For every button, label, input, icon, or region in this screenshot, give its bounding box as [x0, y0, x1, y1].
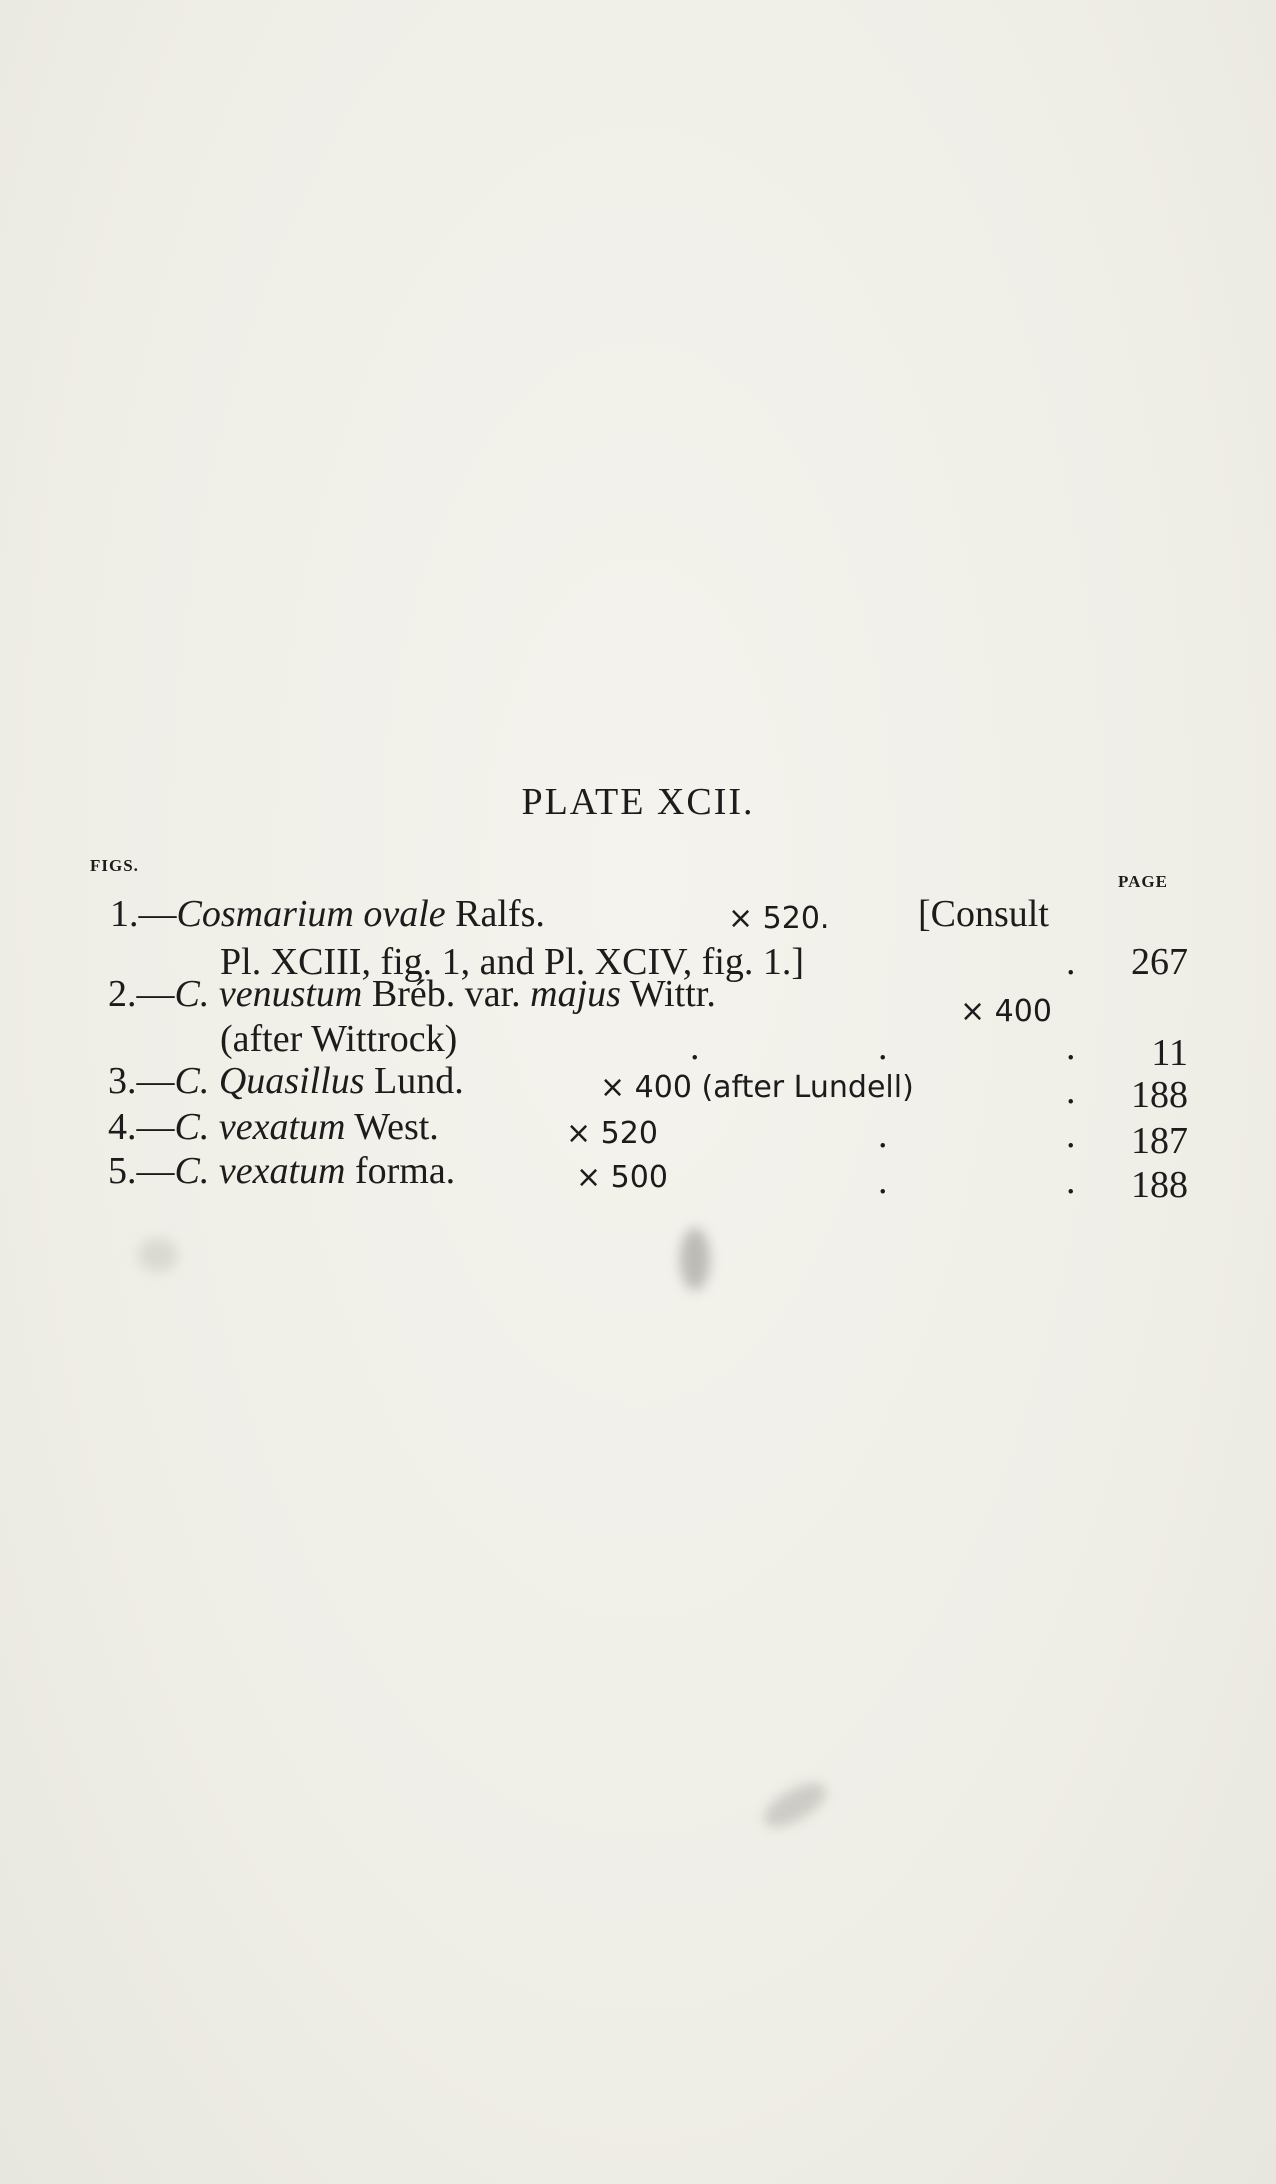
species-name: C. venustum	[174, 973, 363, 1015]
leader-dot: .	[1066, 1160, 1076, 1202]
leader-dot: .	[878, 1160, 888, 1202]
entry-1-line-2: Pl. XCIII, fig. 1, and Pl. XCIV, fig. 1.]	[220, 941, 805, 983]
figs-header: FIGS.	[90, 856, 139, 875]
paper-spot	[680, 1228, 710, 1290]
entry-2-line-1	[108, 975, 716, 1013]
entry-4-magnification: × 520	[566, 1116, 658, 1151]
plate-title: PLATE XCII.	[521, 781, 755, 823]
entry-3-page: 188	[1131, 1074, 1188, 1116]
entry-number: 3.—	[108, 1060, 175, 1102]
entry-1-line-1	[110, 895, 545, 933]
species-name: Cosmarium ovale	[176, 893, 446, 935]
leader-dot: .	[878, 1026, 888, 1068]
entry-2-page: 11	[1151, 1032, 1188, 1074]
entry-2-magnification: × 400	[960, 994, 1052, 1029]
authority: West.	[345, 1106, 439, 1148]
authority: forma.	[345, 1150, 456, 1192]
entry-1-magnification: × 520.	[728, 901, 830, 936]
entry-number: 2.—	[108, 973, 175, 1015]
entry-1-page: 267	[1131, 941, 1188, 983]
leader-dot: .	[1066, 1114, 1076, 1156]
species-name: C. vexatum	[174, 1150, 346, 1192]
entry-4-line-1	[108, 1108, 439, 1146]
entry-5-page: 188	[1131, 1164, 1188, 1206]
entry-3-magnification: × 400 (after Lundell)	[600, 1070, 914, 1105]
leader-dot: .	[690, 1026, 700, 1068]
species-name: C. vexatum	[174, 1106, 346, 1148]
paper-spot	[757, 1775, 833, 1836]
leader-dot: .	[1066, 1026, 1076, 1068]
authority: Lund.	[364, 1060, 464, 1102]
species-name: C. Quasillus	[174, 1060, 365, 1102]
entry-5-magnification: × 500	[576, 1160, 668, 1195]
entry-number: 5.—	[108, 1150, 175, 1192]
authority: Bréb. var.	[362, 973, 531, 1015]
authority: Ralfs.	[445, 893, 545, 935]
entry-4-page: 187	[1131, 1120, 1188, 1162]
entry-1-consult: [Consult	[918, 893, 1049, 935]
paper-spot	[138, 1238, 178, 1272]
entry-number: 1.—	[110, 893, 177, 935]
leader-dot: .	[1066, 1070, 1076, 1112]
variety-name: majus	[530, 973, 621, 1015]
page-header: PAGE	[1118, 872, 1168, 891]
entry-number: 4.—	[108, 1106, 175, 1148]
entry-5-line-1	[108, 1152, 455, 1190]
leader-dot: .	[878, 1114, 888, 1156]
entry-2-line-2: (after Wittrock)	[220, 1018, 458, 1060]
variety-authority: Wittr.	[620, 973, 716, 1015]
entry-3-line-1	[108, 1062, 464, 1100]
leader-dot: .	[1066, 941, 1076, 983]
